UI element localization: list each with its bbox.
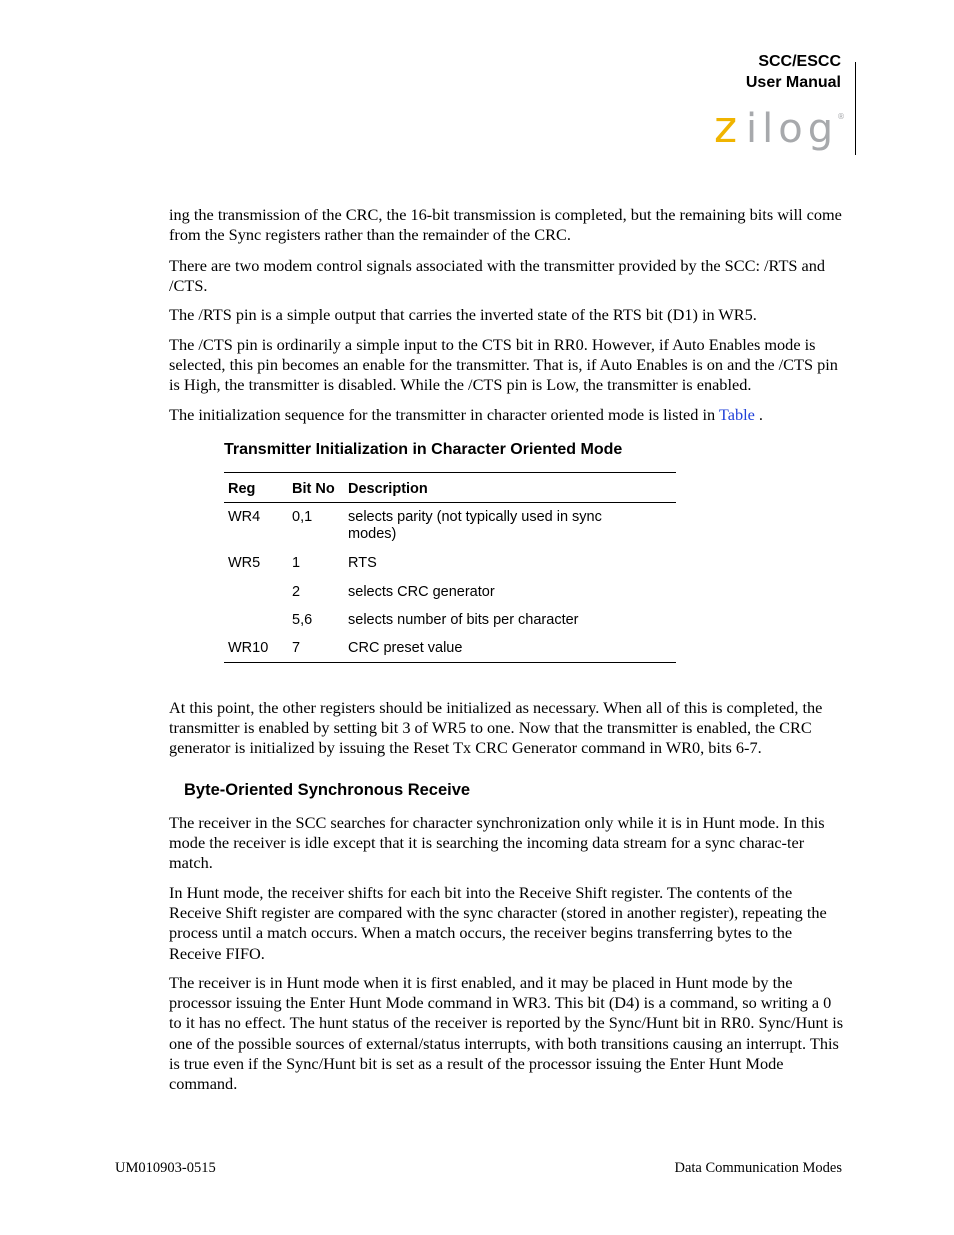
- init-sequence-end: .: [754, 405, 763, 424]
- table-cell-reg: WR4: [228, 509, 261, 525]
- header-divider: [855, 62, 856, 155]
- paragraph-rts-pin: The /RTS pin is a simple output that carries the inverted state of the RTS bit (D1) in WR5.: [169, 305, 757, 324]
- zilog-logo: [714, 102, 845, 158]
- table-cell-bit-no: 2: [292, 584, 301, 600]
- logo-registered-mark: ®: [837, 112, 845, 121]
- table-bottom-rule: [224, 662, 676, 663]
- logo-z-letter: z: [714, 102, 738, 153]
- paragraph-init-sequence: [169, 405, 845, 425]
- table-header-reg: Reg: [228, 481, 256, 497]
- table-cell-description: CRC preset value: [348, 640, 463, 656]
- table-top-rule: [224, 472, 676, 473]
- table-header-bit-no: Bit No: [292, 481, 335, 497]
- table-cell-description: RTS: [348, 555, 377, 571]
- table-cell-reg: WR10: [228, 640, 269, 656]
- table-link[interactable]: Table: [718, 405, 755, 424]
- table-cell-bit-no: 7: [292, 640, 301, 656]
- table-title: Transmitter Initialization in Character Oriented Mode: [224, 441, 623, 458]
- table-cell-bit-no: 1: [292, 555, 301, 571]
- table-cell-description: selects number of bits per character: [348, 612, 579, 628]
- document-header: [746, 51, 841, 93]
- init-sequence-text: The initialization sequence for the transmitter in character oriented mode is listed in: [169, 405, 719, 424]
- table-cell-description: selects CRC generator: [348, 584, 495, 600]
- section-heading: Byte-Oriented Synchronous Receive: [184, 781, 471, 799]
- paragraph-crc-completion: ing the transmission of the CRC, the 16-bit transmission is completed, but the remaining bits will come from the Sync registers rather than the remainder of the CRC.: [169, 205, 842, 245]
- header-title-line1: SCC/ESCC: [758, 53, 841, 70]
- table-cell-description: selects parity (not typically used in sync modes): [348, 509, 602, 542]
- table-header-rule: [224, 502, 676, 503]
- table-cell-bit-no: 0,1: [292, 509, 313, 525]
- header-title-line2: User Manual: [745, 74, 841, 91]
- paragraph-enter-hunt-mode: The receiver is in Hunt mode when it is first enabled, and it may be placed in Hunt mode by the processor issuing the Enter Hunt Mode command in WR3. This bit (D4) is a command, so writing a 0 to it has no effect. The hunt status of the receiver is reported by the Sync/Hunt bit in RR0. Sync/Hunt is one of the possible sources of external/status interrupts, with both transitions causing an interrupt. This is true even if the Sync/Hunt bit is set as a result of the processor issuing the Enter Hunt Mode command.: [169, 973, 844, 1094]
- paragraph-cts-pin: The /CTS pin is ordinarily a simple input to the CTS bit in RR0. However, if Auto Enables mode is selected, this pin becomes an enable for the transmitter. That is, if Auto Enables is on and the /CTS pin is High, the transmitter is disabled. While the /CTS pin is Low, the transmitter is enabled.: [169, 335, 838, 395]
- paragraph-registers-initialized: At this point, the other registers should be initialized as necessary. When all of this is completed, the transmitter is enabled by setting bit 3 of WR5 to one. Now that the transmitter is enabled, the CRC generator is initialized by issuing the Reset Tx CRC Generator command in WR0, bits 6-7.: [169, 698, 823, 758]
- footer-document-id: UM010903-0515: [115, 1160, 216, 1176]
- footer-chapter-title: Data Communication Modes: [674, 1160, 842, 1176]
- paragraph-receive-shift: In Hunt mode, the receiver shifts for each bit into the Receive Shift register. The contents of the Receive Shift register are compared with the sync character (stored in another register), repeating the process until a match occurs. When a match occurs, the receiver begins transferring bytes to the Receive FIFO.: [169, 883, 827, 963]
- paragraph-modem-signals: There are two modem control signals associated with the transmitter provided by the SCC: /RTS and /CTS.: [169, 256, 826, 296]
- table-cell-bit-no: 5,6: [292, 612, 313, 628]
- table-header-description: Description: [348, 481, 428, 497]
- logo-rest-letters: ilog: [746, 106, 839, 152]
- table-cell-reg: WR5: [228, 555, 261, 571]
- paragraph-hunt-mode-search: The receiver in the SCC searches for character synchronization only while it is in Hunt mode. In this mode the receiver is idle except that it is searching the incoming data stream for a sync charac-ter match.: [169, 813, 825, 873]
